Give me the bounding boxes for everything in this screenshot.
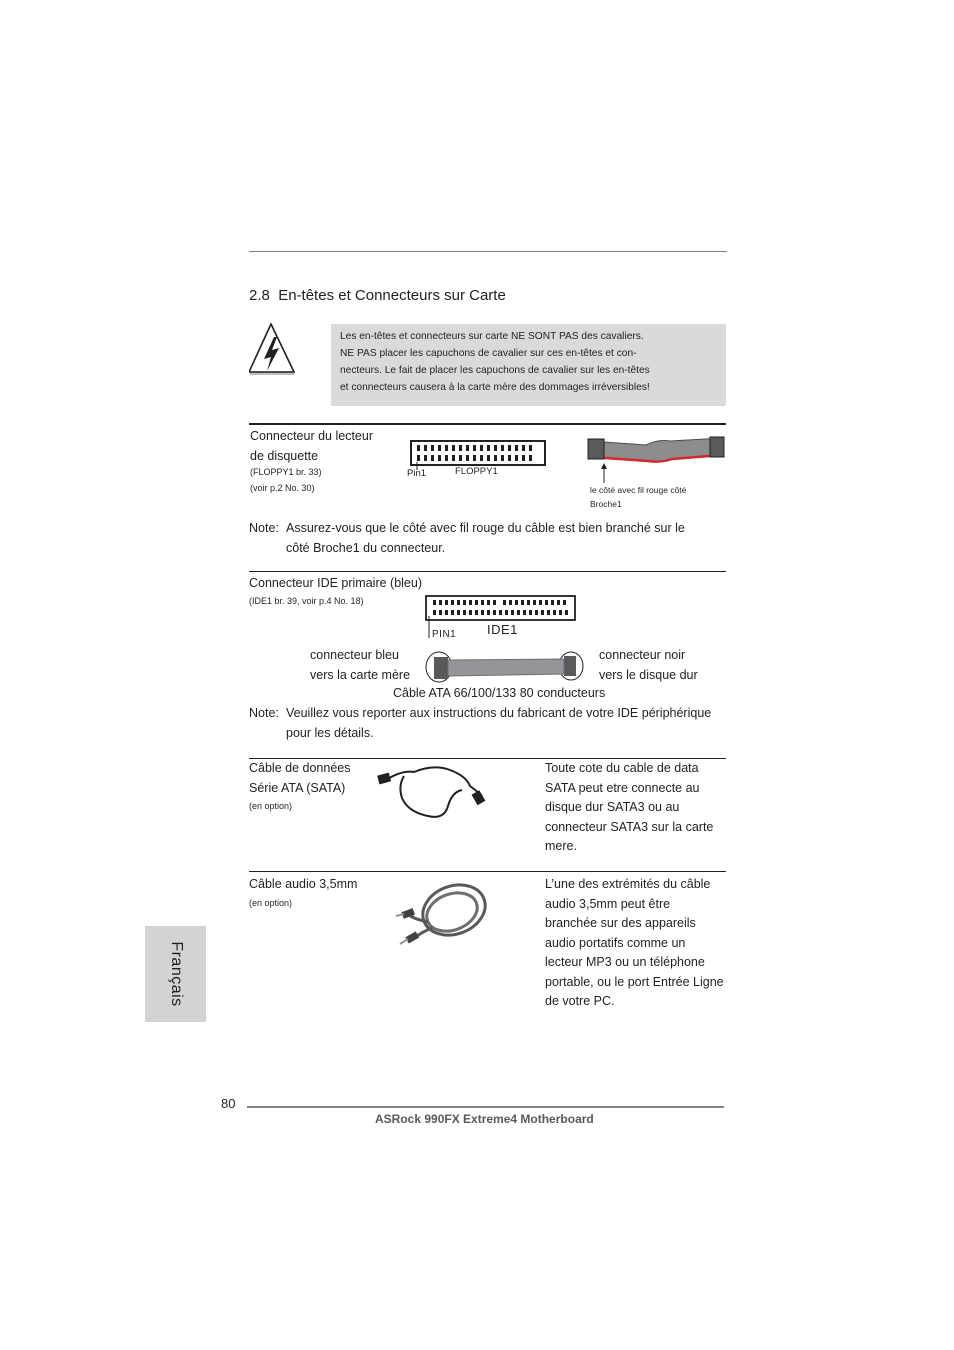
note-line: Veuillez vous reporter aux instructions du fabricant de votre IDE périphérique xyxy=(286,706,712,720)
floppy-cable-caption xyxy=(590,483,686,511)
floppy-note xyxy=(249,519,729,558)
sata-title xyxy=(249,759,350,798)
section-heading xyxy=(249,287,506,304)
floppy-title xyxy=(250,427,373,466)
note-line: pour les détails. xyxy=(286,725,374,740)
floppy-title-line: Connecteur du lecteur xyxy=(250,429,373,443)
warning-box xyxy=(331,324,726,406)
ide-cable-image xyxy=(424,649,586,685)
language-tab-label: Français xyxy=(167,941,185,1007)
section-divider xyxy=(249,571,726,572)
floppy-ref-page: (voir p.2 No. 30) xyxy=(250,483,315,493)
sata-desc-line: connecteur SATA3 sur la carte xyxy=(545,819,714,834)
floppy-title-line: de disquette xyxy=(250,448,319,463)
section-number: 2.8 xyxy=(249,287,270,304)
ide-left-line: vers la carte mère xyxy=(310,667,411,682)
audio-desc-line: audio 3,5mm peut être xyxy=(545,896,671,911)
ide-right-line: connecteur noir xyxy=(599,648,686,662)
note-line: côté Broche1 du connecteur. xyxy=(286,540,446,555)
warning-line: et connecteurs causera à la carte mère des dommages irréversibles! xyxy=(340,382,650,393)
sata-desc-line: mere. xyxy=(545,839,577,853)
audio-description xyxy=(545,875,724,1012)
note-label: Note: xyxy=(249,521,279,535)
audio-desc-line: portable, ou le port Entrée Ligne xyxy=(545,974,724,989)
warning-line: Les en-têtes et connecteurs sur carte NE SONT PAS des cavaliers. xyxy=(340,331,644,342)
floppy-ref xyxy=(250,466,322,495)
audio-title: Câble audio 3,5mm xyxy=(249,877,358,891)
ide-right-connector-label xyxy=(599,646,698,685)
footer-product: ASRock 990FX Extreme4 Motherboard xyxy=(375,1112,594,1126)
audio-desc-line: audio portatifs comme un xyxy=(545,935,686,950)
audio-desc-line: L’une des extrémités du câble xyxy=(545,877,711,891)
sata-option: (en option) xyxy=(249,801,293,811)
audio-desc-line: branchée sur des appareils xyxy=(545,916,696,930)
ide-cable-caption: Câble ATA 66/100/133 80 conducteurs xyxy=(393,686,606,700)
floppy-pin-label: Pin1 xyxy=(407,468,427,479)
ide-left-connector-label xyxy=(310,646,410,685)
audio-option: (en option) xyxy=(249,898,293,908)
page-number: 80 xyxy=(221,1096,236,1111)
language-side-tab xyxy=(145,926,206,1022)
ide-pin-label: PIN1 xyxy=(432,629,457,640)
audio-cable-image xyxy=(392,876,492,954)
floppy-header-label: FLOPPY1 xyxy=(455,466,498,477)
note-label: Note: xyxy=(249,706,279,720)
footer-rule xyxy=(247,1106,724,1108)
sata-title-line: Câble de données xyxy=(249,761,351,775)
floppy-cable-arrow xyxy=(599,463,609,483)
note-line: Assurez-vous que le côté avec fil rouge du câble est bien branché sur le xyxy=(286,521,685,535)
warning-line: necteurs. Le fait de placer les capuchons de cavalier sur les en-têtes xyxy=(340,365,650,376)
floppy-cable-caption-line: le côté avec fil rouge côté xyxy=(590,485,687,495)
sata-cable-image xyxy=(374,762,502,824)
audio-desc-line: lecteur MP3 ou un téléphone xyxy=(545,955,705,969)
audio-desc-line: de votre PC. xyxy=(545,994,615,1008)
sata-desc-line: SATA peut etre connecte au xyxy=(545,780,700,795)
warning-icon xyxy=(249,323,301,379)
ide-right-line: vers le disque dur xyxy=(599,667,698,682)
ide-header-label: IDE1 xyxy=(487,622,518,637)
top-rule xyxy=(249,251,727,252)
floppy-cable-caption-line: Broche1 xyxy=(590,499,622,509)
floppy-ref-pin: (FLOPPY1 br. 33) xyxy=(250,467,322,477)
section-divider xyxy=(249,871,726,872)
warning-text xyxy=(340,328,681,396)
sata-description xyxy=(545,759,713,857)
ide-ref: (IDE1 br. 39, voir p.4 No. 18) xyxy=(249,596,364,606)
ide-note xyxy=(249,704,729,743)
warning-line: NE PAS placer les capuchons de cavalier sur ces en-têtes et con- xyxy=(340,348,637,359)
section-divider xyxy=(249,423,726,425)
ide-left-line: connecteur bleu xyxy=(310,648,399,662)
sata-desc-line: Toute cote du cable de data xyxy=(545,761,699,775)
section-title: En-têtes et Connecteurs sur Carte xyxy=(278,287,506,304)
sata-desc-line: disque dur SATA3 ou au xyxy=(545,800,680,814)
sata-title-line: Série ATA (SATA) xyxy=(249,780,346,795)
ide-title: Connecteur IDE primaire (bleu) xyxy=(249,576,422,590)
